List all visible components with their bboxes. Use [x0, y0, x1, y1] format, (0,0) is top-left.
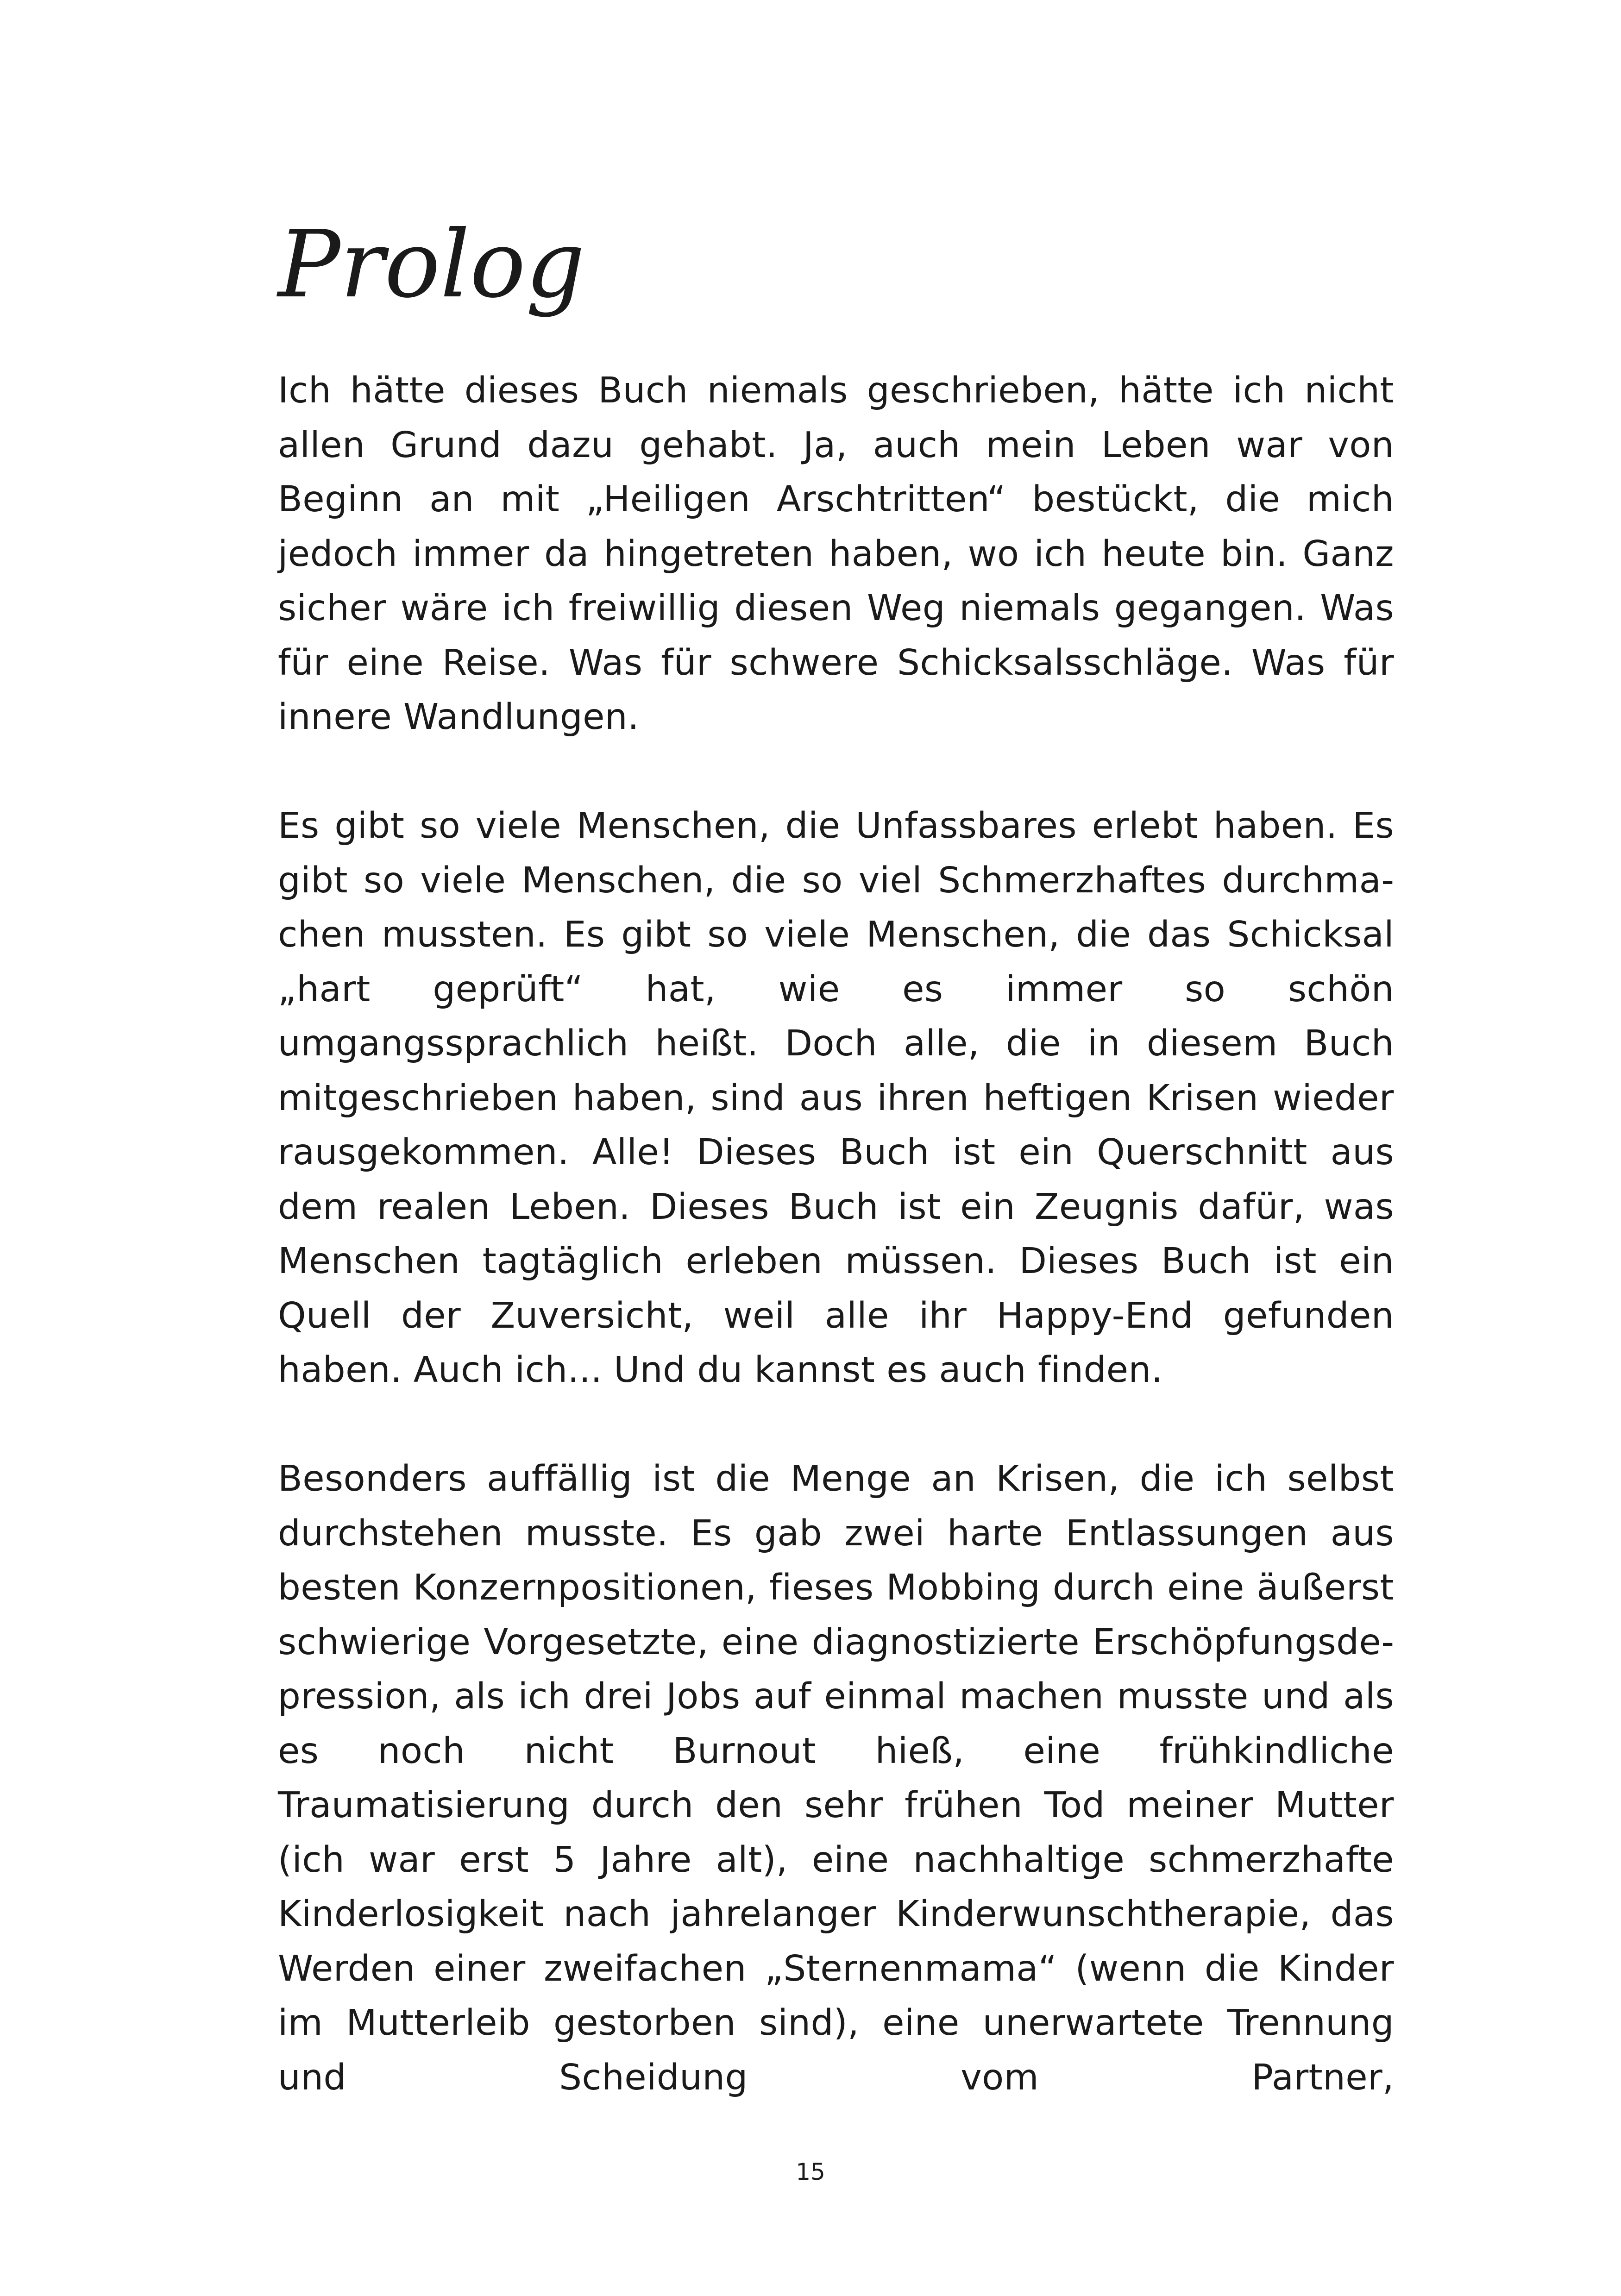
paragraph-2: Es gibt so viele Menschen, die Unfassbares erlebt haben. Es gibt so viele Menschen, die so viel Schmerzhaftes durchmachen mussten. Es gibt so viele Menschen, die das Schicksal „hart geprüft“ hat, wie es immer so schön umgangssprachlich heißt. Doch alle, die in diesem Buch mitgeschrieben haben, sind aus ihren heftigen Krisen wieder rausgekommen. Alle! Dieses Buch ist ein Querschnitt aus dem realen Leben. Dieses Buch ist ein Zeugnis dafür, was Menschen tagtäglich erleben müssen. Dieses Buch ist ein Quell der Zuversicht, weil alle ihr Happy-End gefunden haben. Auch ich... Und du kannst es auch finden.: [278, 805, 1394, 1391]
page-number: 15: [796, 2158, 825, 2185]
body-text: [278, 364, 1394, 2105]
chapter-title: [278, 204, 585, 370]
chapter-title-script: [278, 204, 585, 370]
chapter-title-text: Prolog: [278, 211, 585, 319]
paragraph-1: Ich hätte dieses Buch niemals geschrieben, hätte ich nicht allen Grund dazu gehabt. Ja, auch mein Leben war von Beginn an mit „Heiligen Arschtritten“ bestückt, die mich jedoch immer da hingetreten haben, wo ich heute bin. Ganz sicher wäre ich freiwillig diesen Weg niemals gegangen. Was für eine Reise. Was für schwere Schicksalsschläge. Was für innere Wandlungen.: [278, 370, 1394, 738]
paragraph-3: Besonders auffällig ist die Menge an Krisen, die ich selbst durchstehen musste. Es gab zwei harte Entlassungen aus besten Konzernpositionen, fieses Mobbing durch eine äußerst schwierige Vorgesetzte, eine diagnostizierte Erschöpfungsdepression, als ich drei Jobs auf einmal machen musste und als es noch nicht Burnout hieß, eine frühkindliche Traumatisierung durch den sehr frühen Tod meiner Mutter (ich war erst 5 Jahre alt), eine nachhaltige schmerzhafte Kinderlosigkeit nach jahrelanger Kinderwunschtherapie, das Werden einer zweifachen „Sternenmama“ (wenn die Kinder im Mutterleib gestorben sind), eine unerwartete Trennung und Scheidung vom Partner,: [278, 1458, 1394, 2098]
